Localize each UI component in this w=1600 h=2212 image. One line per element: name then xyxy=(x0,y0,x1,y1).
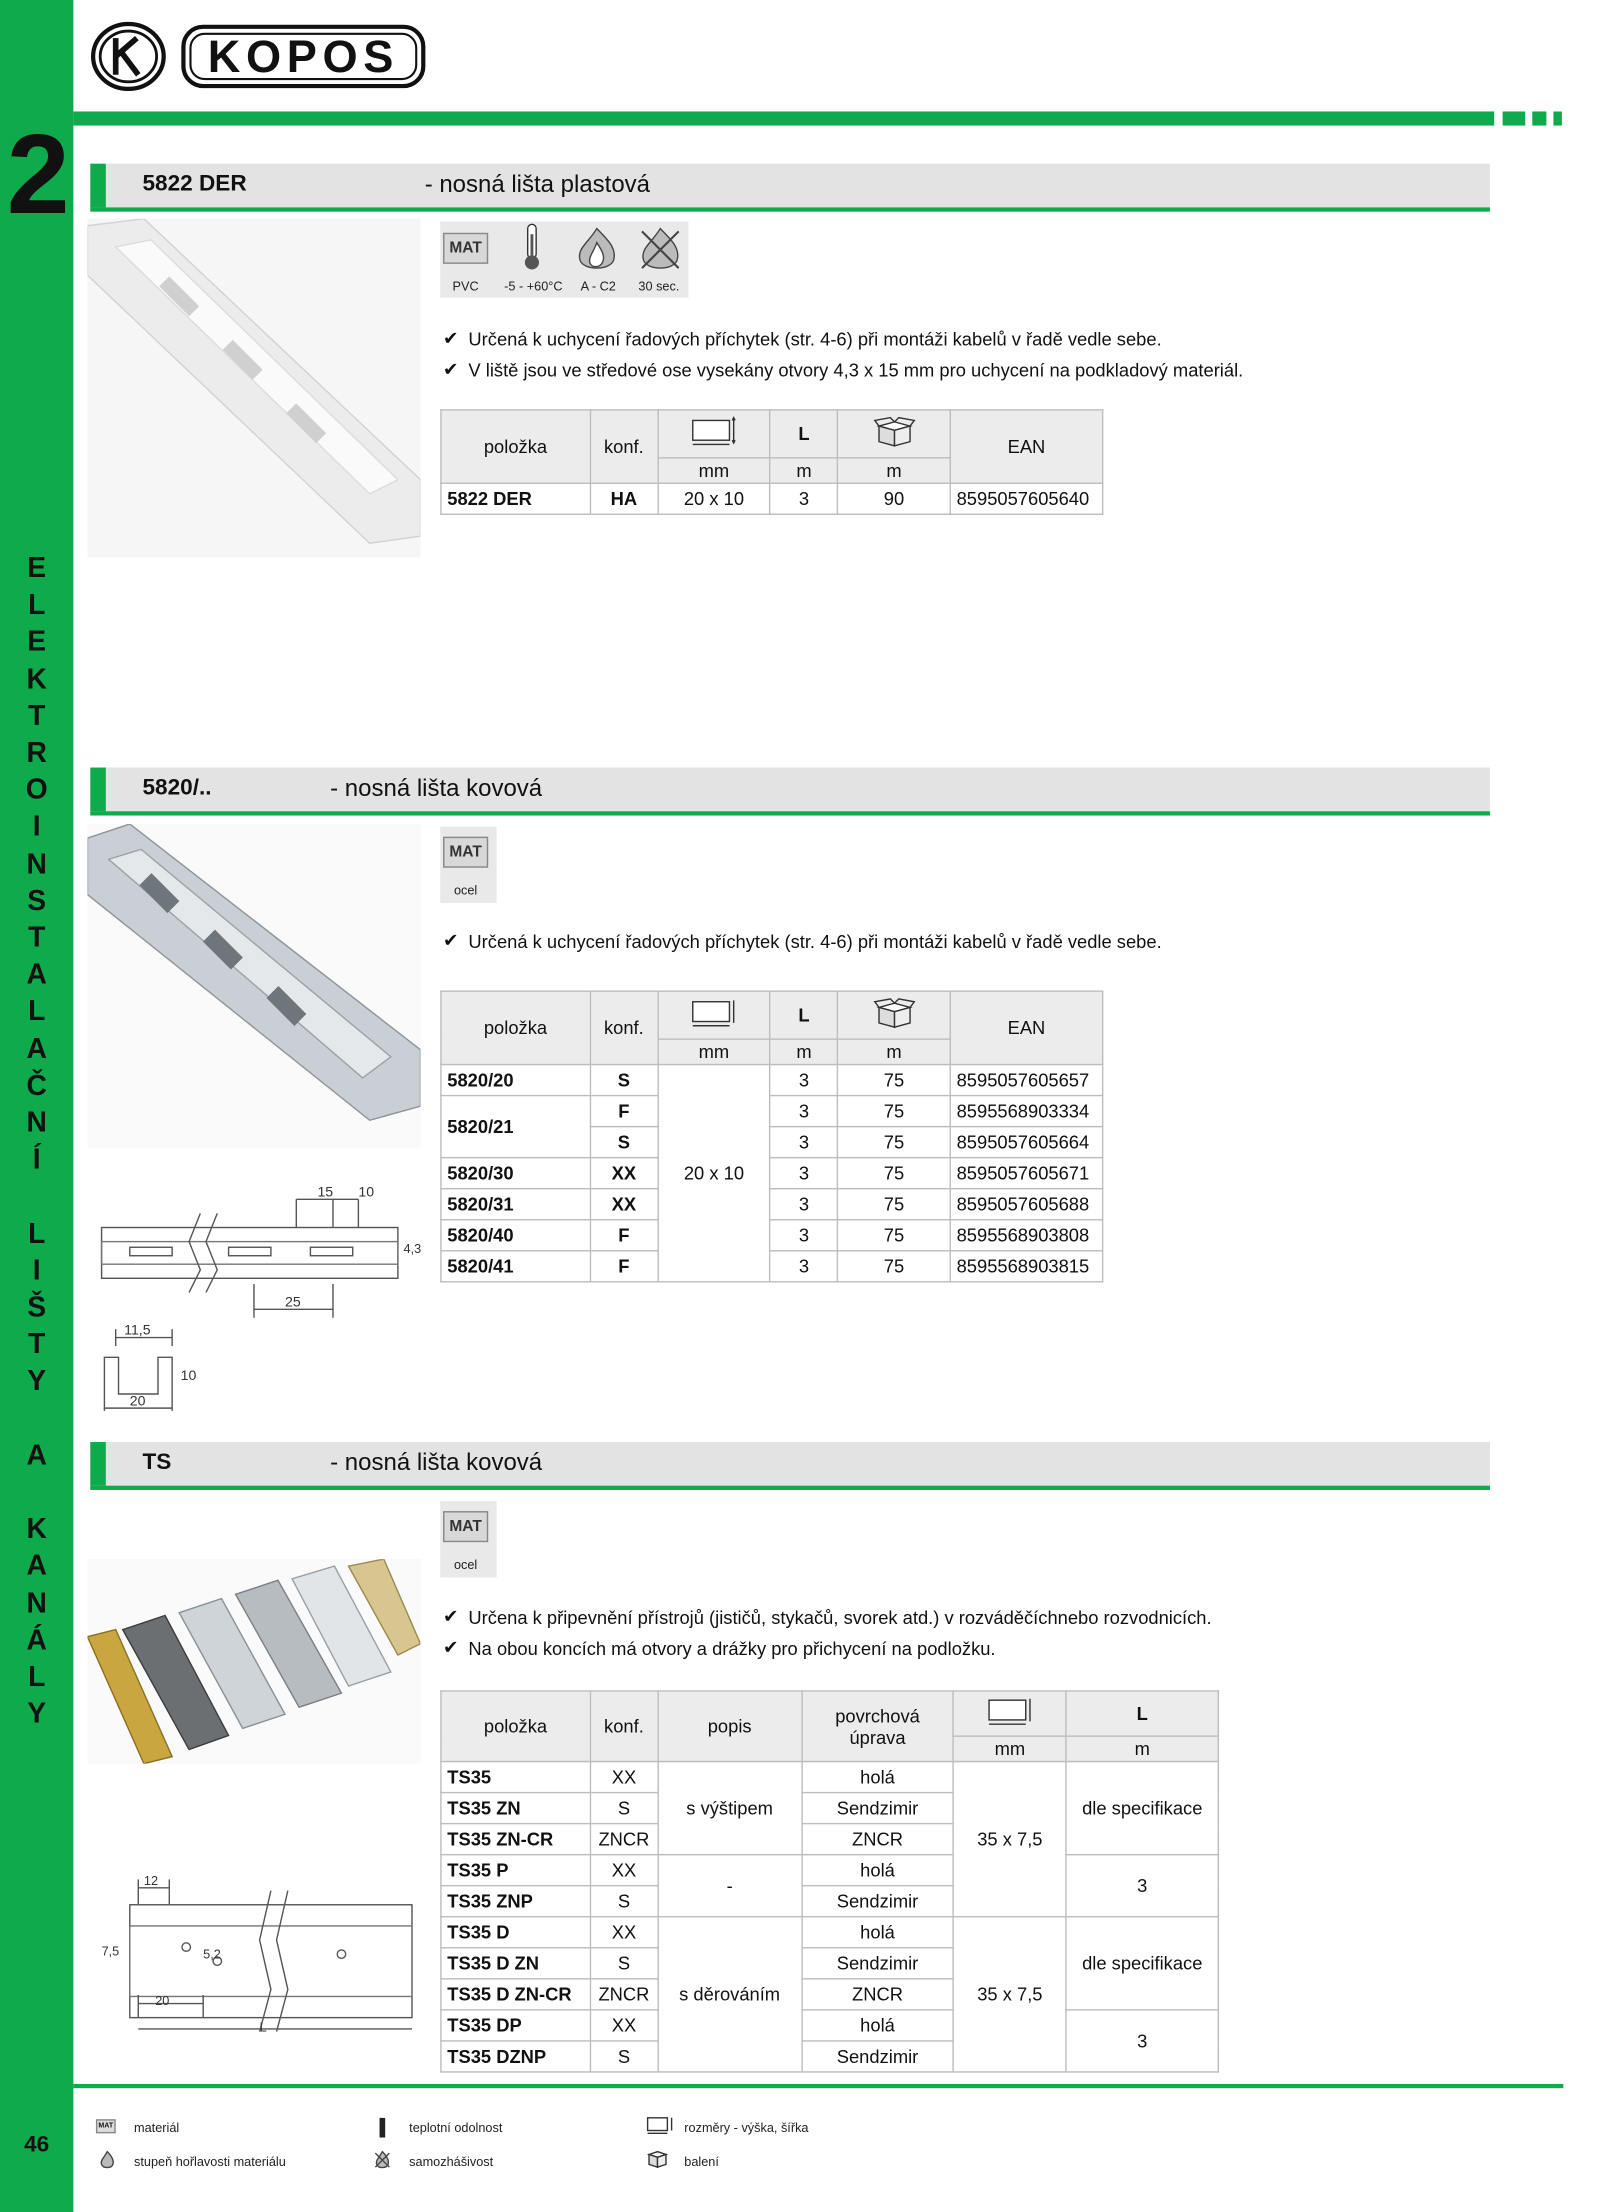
table-row xyxy=(441,1917,1218,1948)
length: 3 xyxy=(1066,2010,1218,2072)
package: 75 xyxy=(838,1158,951,1189)
bullet-text: Na obou koncích má otvory a drážky pro přichycení na podložku. xyxy=(468,1637,996,1659)
item-code: TS35 ZN-CR xyxy=(441,1824,590,1855)
length: 3 xyxy=(770,1251,837,1282)
vertical-title-letter: Y xyxy=(27,1699,47,1731)
config: S xyxy=(590,1948,658,1979)
package: 75 xyxy=(838,1127,951,1158)
table-row xyxy=(441,1065,1103,1096)
dimension-label: 15 xyxy=(317,1185,334,1201)
config: ZNCR xyxy=(590,1824,658,1855)
dimension-label: 10 xyxy=(180,1368,197,1385)
header-block xyxy=(1503,111,1526,125)
package: 75 xyxy=(838,1189,951,1220)
product-table xyxy=(440,1690,1219,2072)
table-row xyxy=(441,1762,1218,1793)
bullet-text: Určená k uchycení řadových příchytek (str. 4-6) při montáži kabelů v řadě vedle sebe. xyxy=(468,930,1162,952)
config: S xyxy=(590,2041,658,2072)
bullet-item xyxy=(443,1606,1212,1629)
dimension-label: 20 xyxy=(155,1993,170,2008)
dimensions: 20 x 10 xyxy=(658,1065,771,1282)
unit-label: m xyxy=(770,458,837,483)
vertical-title-letter: Y xyxy=(27,1366,47,1398)
col-header: konf. xyxy=(590,410,658,483)
side-band xyxy=(0,0,73,2212)
item-code: TS35 xyxy=(441,1762,590,1793)
vertical-title-letter: T xyxy=(28,1329,46,1361)
package: 75 xyxy=(838,1220,951,1251)
length: 3 xyxy=(1066,1855,1218,1917)
checkmark-icon: ✔ xyxy=(443,358,459,380)
config: F xyxy=(590,1251,658,1282)
vertical-title-letter: N xyxy=(26,1107,47,1139)
material-icon: MAT xyxy=(443,1511,488,1542)
material-icon: MAT xyxy=(443,837,488,868)
table-row xyxy=(441,1251,1103,1282)
item-code: 5820/20 xyxy=(441,1065,590,1096)
config: F xyxy=(590,1096,658,1127)
section-code: 5822 DER xyxy=(142,172,247,197)
bullet-text: Určená k uchycení řadových příchytek (str. 4-6) při montáži kabelů v řadě vedle sebe. xyxy=(468,328,1162,350)
ean: 8595568903334 xyxy=(950,1096,1102,1127)
vertical-title-letter: E xyxy=(27,553,47,585)
dimensions-icon xyxy=(646,2116,674,2136)
package: 75 xyxy=(838,1065,951,1096)
config: XX xyxy=(590,2010,658,2041)
metal-rail-photo xyxy=(87,824,420,1149)
packaging-icon xyxy=(838,991,951,1039)
item-code: 5820/31 xyxy=(441,1189,590,1220)
dimension-label: 20 xyxy=(129,1393,146,1410)
bullet-item xyxy=(443,327,1162,350)
config: XX xyxy=(590,1189,658,1220)
unit-label: mm xyxy=(658,458,771,483)
din-rails-photo xyxy=(87,1559,420,1764)
surface: Sendzimir xyxy=(801,2041,953,2072)
description: s děrováním xyxy=(658,1917,802,2072)
legend-text: rozměry - výška, šířka xyxy=(684,2120,809,2135)
temperature-value: -5 - +60°C xyxy=(504,279,563,294)
length: dle specifikace xyxy=(1066,1762,1218,1855)
page-number: 46 xyxy=(24,2133,50,2158)
config: ZNCR xyxy=(590,1979,658,2010)
description: - xyxy=(658,1855,802,1917)
product-table xyxy=(440,990,1103,1282)
item-code: 5820/41 xyxy=(441,1251,590,1282)
item-code: TS35 ZNP xyxy=(441,1886,590,1917)
vertical-title-letter: Š xyxy=(27,1292,47,1324)
dimension-label: 10 xyxy=(358,1185,375,1201)
length: 3 xyxy=(770,1220,837,1251)
table-row xyxy=(441,1158,1103,1189)
surface: Sendzimir xyxy=(801,1886,953,1917)
vertical-title-letter: A xyxy=(26,1440,47,1472)
thermometer-icon xyxy=(521,223,544,271)
self-extinguish-value: 30 sec. xyxy=(638,279,680,294)
flame-icon xyxy=(99,2150,116,2170)
dimensions: 20 x 10 xyxy=(658,483,771,514)
section-code: TS xyxy=(142,1450,172,1475)
vertical-title-letter: A xyxy=(26,1551,47,1583)
unit-label: m xyxy=(1066,1736,1218,1761)
unit-label: m xyxy=(838,1039,951,1064)
length: 3 xyxy=(770,1158,837,1189)
material-value: ocel xyxy=(453,1557,478,1572)
vertical-title-letter: E xyxy=(27,627,47,659)
bullet-item xyxy=(443,358,1243,381)
surface: ZNCR xyxy=(801,1979,953,2010)
section-accent xyxy=(90,164,106,208)
config: XX xyxy=(590,1158,658,1189)
vertical-title-letter: K xyxy=(26,1514,47,1546)
checkmark-icon: ✔ xyxy=(443,327,459,349)
config: S xyxy=(590,1886,658,1917)
vertical-title-letter: A xyxy=(26,959,47,991)
col-header: položka xyxy=(441,410,590,483)
legend-text: materiál xyxy=(134,2120,180,2135)
self-extinguish-icon xyxy=(636,226,684,274)
vertical-title-letter: I xyxy=(32,811,41,843)
item-code: 5820/21 xyxy=(441,1096,590,1158)
section-accent xyxy=(90,1442,106,1486)
section-code: 5820/.. xyxy=(142,776,212,800)
item-code: TS35 DZNP xyxy=(441,2041,590,2072)
item-code: 5822 DER xyxy=(441,483,590,514)
checkmark-icon: ✔ xyxy=(443,1636,459,1658)
ean: 8595057605688 xyxy=(950,1189,1102,1220)
col-header: položka xyxy=(441,991,590,1064)
legend-text: teplotní odolnost xyxy=(409,2120,503,2135)
rail-dimension-drawing xyxy=(87,1171,420,1411)
table-row xyxy=(441,2010,1218,2041)
vertical-title-letter: N xyxy=(26,1588,47,1620)
vertical-title-letter: I xyxy=(32,1255,41,1287)
thermometer-icon xyxy=(378,2118,386,2138)
vertical-title-letter: L xyxy=(28,590,46,622)
material-icon: MAT xyxy=(443,233,488,264)
config: XX xyxy=(590,1917,658,1948)
brand-name: KOPOS xyxy=(207,30,399,82)
footer-rule xyxy=(73,2084,1563,2088)
surface: Sendzimir xyxy=(801,1948,953,1979)
unit-label: mm xyxy=(658,1039,771,1064)
header-block xyxy=(1532,111,1546,125)
vertical-title-letter: Č xyxy=(26,1070,47,1102)
package: 75 xyxy=(838,1251,951,1282)
packaging-icon xyxy=(838,410,951,458)
unit-label: m xyxy=(838,458,951,483)
col-header: povrchová úprava xyxy=(801,1691,953,1762)
col-header: konf. xyxy=(590,1691,658,1762)
surface: ZNCR xyxy=(801,1824,953,1855)
checkmark-icon: ✔ xyxy=(443,1605,459,1627)
vertical-title-letter: R xyxy=(26,737,47,769)
col-header: EAN xyxy=(950,991,1102,1064)
config: XX xyxy=(590,1762,658,1793)
item-code: TS35 DP xyxy=(441,2010,590,2041)
col-header: konf. xyxy=(590,991,658,1064)
unit-label: m xyxy=(770,1039,837,1064)
package: 75 xyxy=(838,1096,951,1127)
config: F xyxy=(590,1220,658,1251)
bullet-text: V liště jsou ve středové ose vysekány otvory 4,3 x 15 mm pro uchycení na podkladový materiál. xyxy=(468,359,1244,381)
table-row xyxy=(441,1189,1103,1220)
item-code: TS35 ZN xyxy=(441,1793,590,1824)
section-title: - nosná lišta kovová xyxy=(330,774,543,802)
section-header xyxy=(90,1442,1490,1490)
section-title: - nosná lišta kovová xyxy=(330,1449,543,1476)
dimension-label: 12 xyxy=(143,1873,159,1888)
length: 3 xyxy=(770,1127,837,1158)
checkmark-icon: ✔ xyxy=(443,929,459,951)
legend-text: samozhášivost xyxy=(409,2154,494,2169)
section-header xyxy=(90,164,1490,212)
length: 3 xyxy=(770,1189,837,1220)
description: s výštipem xyxy=(658,1762,802,1855)
header-block xyxy=(1553,111,1561,125)
item-code: TS35 D xyxy=(441,1917,590,1948)
dimensions: 35 x 7,5 xyxy=(954,1762,1067,1917)
vertical-title-letter: L xyxy=(28,1662,46,1694)
col-header: L xyxy=(770,991,837,1039)
ean: 8595057605657 xyxy=(950,1065,1102,1096)
vertical-title-letter: T xyxy=(28,700,46,732)
ean: 8595057605664 xyxy=(950,1127,1102,1158)
vertical-title-letter: Í xyxy=(32,1144,41,1176)
dimensions: 35 x 7,5 xyxy=(954,1917,1067,2072)
config: XX xyxy=(590,1855,658,1886)
length: 3 xyxy=(770,1065,837,1096)
material-value: PVC xyxy=(452,279,479,294)
vertical-title-letter: K xyxy=(26,663,47,696)
dimensions-icon xyxy=(954,1691,1067,1736)
ean: 8595568903808 xyxy=(950,1220,1102,1251)
dimension-label: 4,3 xyxy=(403,1241,422,1256)
self-extinguish-icon xyxy=(372,2150,392,2170)
length: 3 xyxy=(770,1096,837,1127)
dimension-label: 11,5 xyxy=(124,1323,151,1339)
unit-label: mm xyxy=(954,1736,1067,1761)
dimension-label: 25 xyxy=(285,1295,301,1311)
item-code: 5820/40 xyxy=(441,1220,590,1251)
vertical-title-letter: N xyxy=(26,848,47,880)
kopos-logo-icon xyxy=(90,21,166,92)
item-code: 5820/30 xyxy=(441,1158,590,1189)
plastic-rail-photo xyxy=(87,219,420,558)
surface: holá xyxy=(801,2010,953,2041)
item-code: TS35 D ZN-CR xyxy=(441,1979,590,2010)
vertical-title-letter: A xyxy=(26,1033,47,1065)
bullet-item xyxy=(443,930,1162,953)
table-row xyxy=(441,1096,1103,1127)
dimensions-icon xyxy=(658,410,771,458)
bullet-item xyxy=(443,1637,996,1660)
material-icon: MAT xyxy=(96,2119,116,2133)
section-title: - nosná lišta plastová xyxy=(424,170,651,198)
dimension-label: 7,5 xyxy=(101,1944,120,1959)
col-header: L xyxy=(770,410,837,458)
chapter-number: 2 xyxy=(6,111,70,238)
length: 3 xyxy=(770,483,837,514)
config: S xyxy=(590,1793,658,1824)
ean: 8595568903815 xyxy=(950,1251,1102,1282)
col-header: položka xyxy=(441,1691,590,1762)
surface: Sendzimir xyxy=(801,1793,953,1824)
vertical-title-letter: O xyxy=(25,774,48,806)
table-row xyxy=(441,1220,1103,1251)
dimension-label: L xyxy=(259,2020,267,2035)
item-code: TS35 P xyxy=(441,1855,590,1886)
col-header: popis xyxy=(658,1691,802,1762)
config: S xyxy=(590,1065,658,1096)
vertical-title-letter: S xyxy=(27,885,47,917)
product-table xyxy=(440,409,1103,515)
material-value: ocel xyxy=(453,883,478,898)
vertical-title-letter: T xyxy=(28,922,46,954)
flame-icon xyxy=(574,226,619,274)
ean: 8595057605640 xyxy=(950,483,1102,514)
bullet-text: Určena k připevnění přístrojů (jističů, stykačů, svorek atd.) v rozváděčíchnebo rozvodnicích. xyxy=(468,1606,1212,1628)
header-rule xyxy=(73,111,1494,125)
surface: holá xyxy=(801,1762,953,1793)
flammability-value: A - C2 xyxy=(580,279,616,294)
section-accent xyxy=(90,768,106,812)
table-row xyxy=(441,483,1103,514)
vertical-title-letter: L xyxy=(28,1218,46,1250)
surface: holá xyxy=(801,1917,953,1948)
legend-text: stupeň hořlavosti materiálu xyxy=(134,2154,286,2169)
config: S xyxy=(590,1127,658,1158)
packaging-icon xyxy=(646,2149,669,2169)
item-code: TS35 D ZN xyxy=(441,1948,590,1979)
ean: 8595057605671 xyxy=(950,1158,1102,1189)
package: 90 xyxy=(838,483,951,514)
vertical-title-letter: L xyxy=(28,996,46,1028)
dimensions-icon xyxy=(658,991,771,1039)
din-rail-dimension-drawing xyxy=(87,1862,420,2045)
dimension-label: 5,2 xyxy=(203,1947,221,1962)
config: HA xyxy=(590,483,658,514)
surface: holá xyxy=(801,1855,953,1886)
section-header xyxy=(90,768,1490,816)
table-row xyxy=(441,1855,1218,1886)
length: dle specifikace xyxy=(1066,1917,1218,2010)
legend-text: balení xyxy=(684,2154,719,2169)
col-header: EAN xyxy=(950,410,1102,483)
col-header: L xyxy=(1066,1691,1218,1736)
vertical-title-letter: Á xyxy=(26,1625,47,1657)
